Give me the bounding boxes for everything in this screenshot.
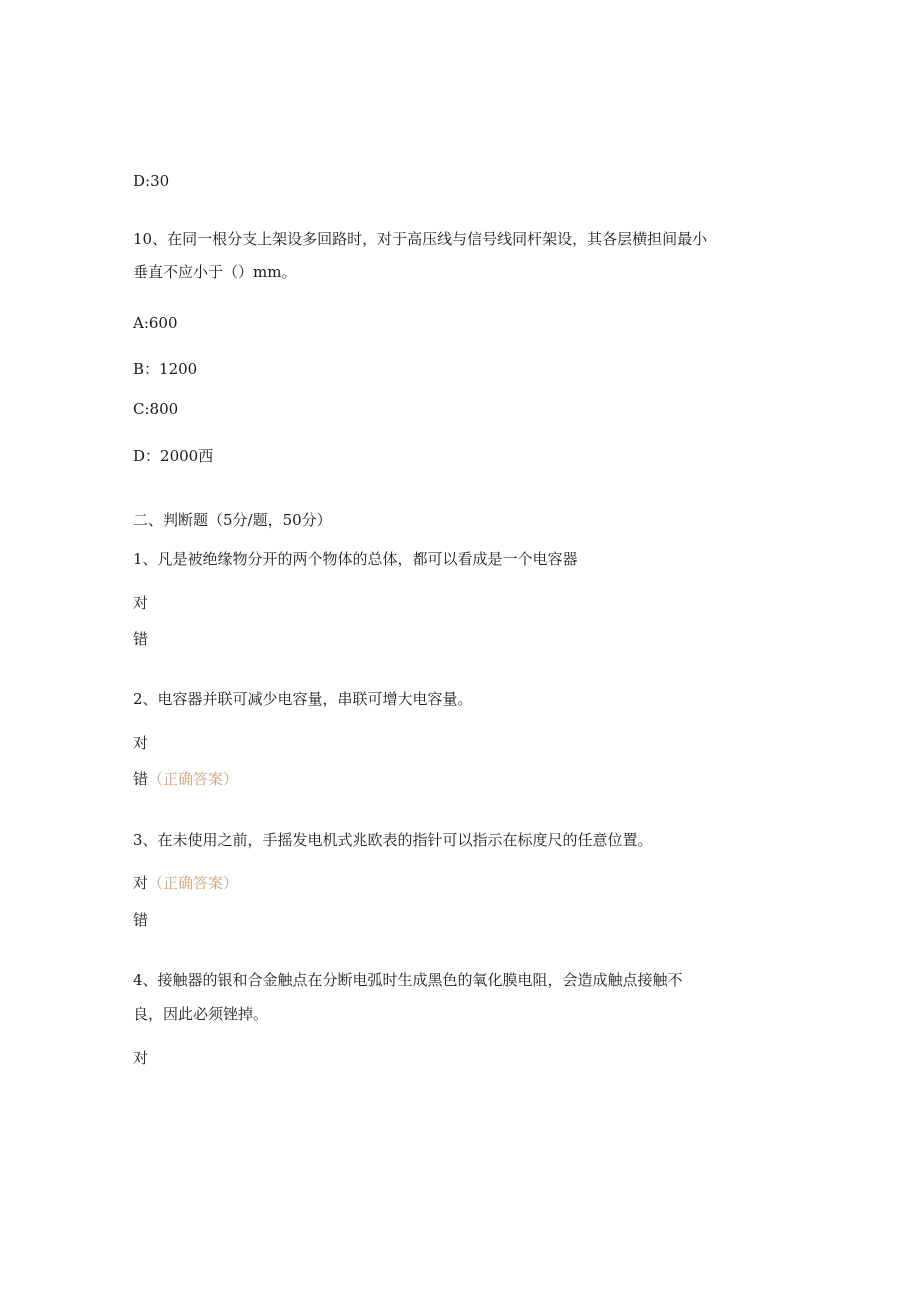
question-10-option-b[interactable]: B：1200 [133,360,198,378]
question-10-text-line1: 10、在同一根分支上架设多回路时，对于高压线与信号线同杆架设，其各层横担间最小 [133,230,708,248]
tf-question-3-false-option[interactable]: 错 [133,911,149,929]
tf-question-2-text: 2、电容器并联可减少电容量，串联可增大电容量。 [133,690,473,708]
tf-question-1-false-option[interactable]: 错 [133,630,149,648]
tf-question-1-true-option[interactable]: 对 [133,594,149,612]
tf-question-2-false-option[interactable] [133,769,238,789]
question-10-text-line2: 垂直不应小于（）mm。 [133,263,297,281]
tf-question-4-text-line1: 4、接触器的银和合金触点在分断电弧时生成黑色的氧化膜电阻，会造成触点接触不 [133,971,683,989]
tf-question-1-text: 1、凡是被绝缘物分开的两个物体的总体，都可以看成是一个电容器 [133,550,578,568]
tf-question-4-true-option[interactable]: 对 [133,1049,149,1067]
correct-answer-hint: （正确答案） [148,874,239,892]
section-heading-true-false: 二、判断题（5分/题，50分） [133,511,332,529]
question-10-option-a[interactable]: A:600 [133,314,178,332]
tf-question-4-text-line2: 良，因此必须锉掉。 [133,1005,269,1023]
tf-question-3-true-option[interactable] [133,873,238,893]
tf-question-2-false-label: 错 [133,770,149,788]
option-d-prev: D:30 [133,172,170,190]
question-10-option-c[interactable]: C:800 [133,400,179,418]
question-10-option-d[interactable]: D：2000西 [133,447,214,465]
tf-question-3-text: 3、在未使用之前，手摇发电机式兆欧表的指针可以指示在标度尺的任意位置。 [133,831,653,849]
tf-question-3-true-label: 对 [133,874,149,892]
correct-answer-hint: （正确答案） [148,770,239,788]
tf-question-2-true-option[interactable]: 对 [133,734,149,752]
